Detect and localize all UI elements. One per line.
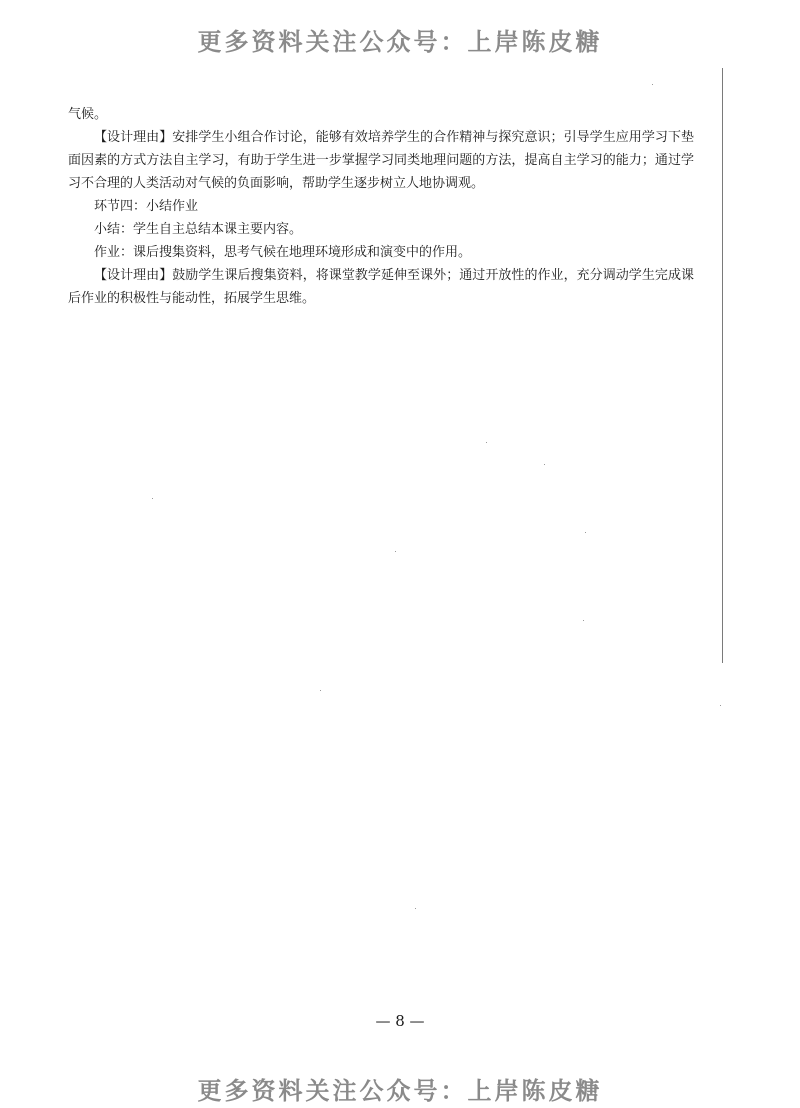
scan-speck (320, 690, 321, 691)
paragraph-design-reason-2: 【设计理由】鼓励学生课后搜集资料，将课堂教学延伸至课外；通过开放性的作业，充分调动学生完成课后作业的积极性与能动性，拓展学生思维。 (68, 268, 694, 306)
paragraph-summary: 小结：学生自主总结本课主要内容。 (94, 222, 303, 237)
scan-speck (583, 620, 584, 621)
paragraph-design-reason-1: 【设计理由】安排学生小组合作讨论，能够有效培养学生的合作精神与探究意识；引导学生应用学习下垫面因素的方式方法自主学习，有助于学生进一步掌握学习同类地理问题的方法，提高自主学习的能力；通过学习不合理的人类活动对气候的负面影响，帮助学生逐步树立人地协调观。 (68, 130, 694, 191)
paragraph-continuation: 气候。 (68, 107, 108, 122)
scan-speck (544, 464, 545, 465)
section-heading-step-four: 环节四：小结作业 (94, 199, 199, 214)
scan-speck (486, 442, 487, 443)
scan-speck (652, 84, 653, 85)
scan-speck (585, 532, 586, 533)
watermark-top: 更多资料关注公众号：上岸陈皮糖 (197, 28, 603, 56)
scan-speck (152, 498, 153, 499)
page-edge-line (722, 68, 723, 663)
paragraph-homework: 作业：课后搜集资料，思考气候在地理环境形成和演变中的作用。 (94, 245, 472, 260)
scan-speck (395, 551, 396, 552)
watermark-bottom: 更多资料关注公众号：上岸陈皮糖 (197, 1077, 603, 1105)
scan-speck (720, 705, 721, 706)
page-number: — 8 — (375, 1012, 425, 1030)
document-body (68, 103, 694, 310)
scan-speck (415, 908, 416, 909)
